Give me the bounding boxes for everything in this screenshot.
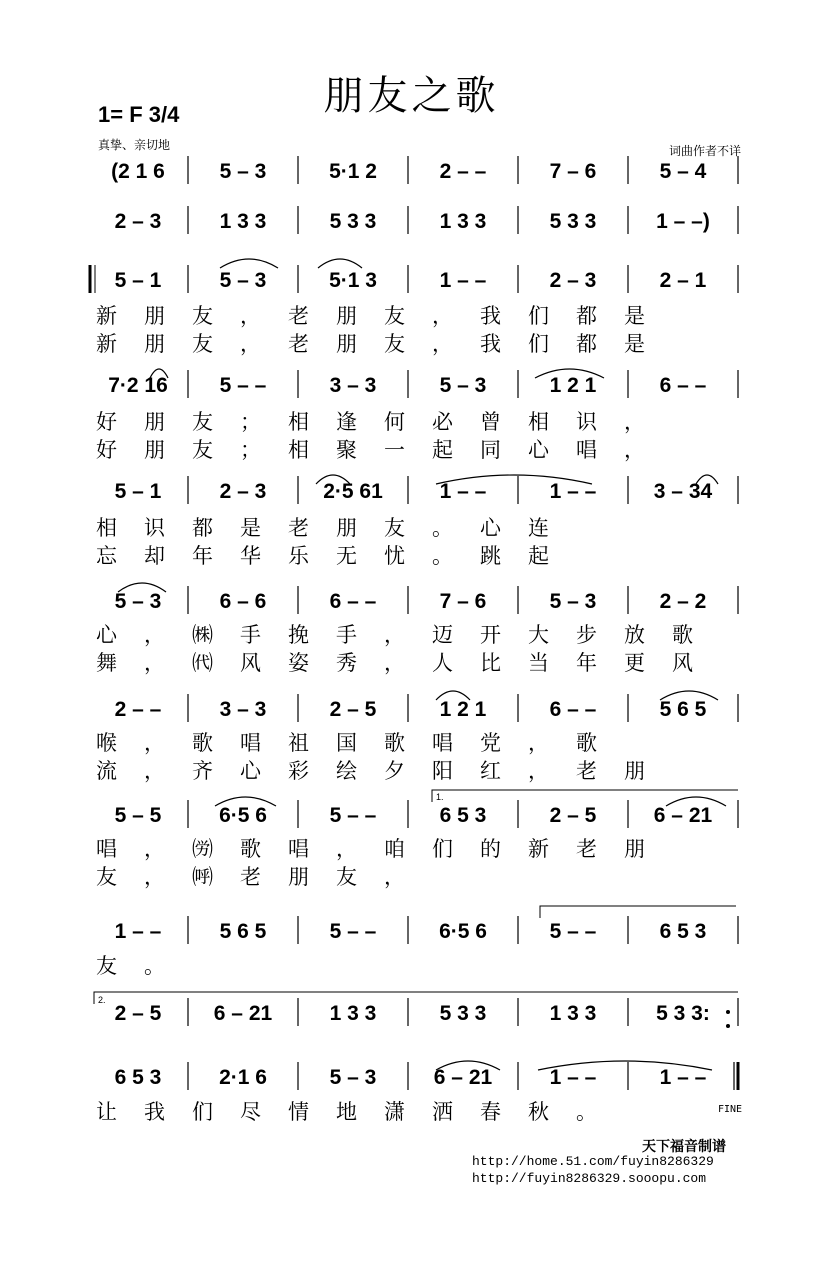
measure-notation: 5 – 3 (329, 1066, 377, 1089)
measure-notation: 5 – 1 (114, 480, 162, 503)
lyric-line: 相识都是老朋友。心连 (96, 516, 576, 540)
measure-notation: 5 3 3: (656, 1002, 710, 1025)
measure-notation: 1 – – (659, 1066, 707, 1089)
measure-notation: 5 – 4 (659, 160, 707, 183)
measure-notation: 5 – 3 (549, 590, 597, 613)
measure-notation: 5 – 3 (219, 269, 267, 292)
measure-notation: 3 – 3 (219, 698, 267, 721)
measure-notation: 6·5 6 (439, 920, 487, 943)
measure-notation: 5 3 3 (439, 1002, 487, 1025)
measure-notation: 3 – 3 (329, 374, 377, 397)
measure-notation: 5 – 5 (114, 804, 162, 827)
repeat-dot (726, 1024, 730, 1028)
lyric-line: 忘却年华乐无忧。跳起 (96, 544, 576, 568)
volta-1-bracket (432, 790, 738, 802)
measure-notation: 2 – 5 (549, 804, 597, 827)
measure-notation: 1 – –) (656, 210, 710, 233)
measure-notation: 5 – 1 (114, 269, 162, 292)
measure-notation: 2 – 3 (549, 269, 597, 292)
measure-notation: 5·1 2 (329, 160, 377, 183)
measure-notation: 1 – – (114, 920, 162, 943)
fine-marking: FINE (718, 1104, 743, 1115)
measure-notation: 5 3 3 (549, 210, 597, 233)
measure-notation: 5 – – (329, 804, 377, 827)
measure-notation: 2 – 3 (219, 480, 267, 503)
measure-notation: 5 3 3 (329, 210, 377, 233)
measure-notation: 6 – 21 (653, 804, 713, 827)
measure-notation: 2 – – (114, 698, 162, 721)
score-system (115, 206, 738, 234)
measure-notation: 6 – 21 (433, 1066, 493, 1089)
volta-2-bracket (94, 992, 738, 1004)
repeat-dot (726, 1010, 730, 1014)
lyric-line: 流，齐心彩绘夕阳红，老朋 (96, 759, 672, 783)
measure-notation: 5 6 5 (659, 698, 707, 721)
lyric-line: 好朋友；相逢何必曾相识， (96, 410, 672, 434)
volta-1-extension (540, 906, 736, 918)
measure-notation: 5·1 3 (329, 269, 377, 292)
lyric-line: 好朋友；相聚一起同心唱， (96, 438, 672, 462)
measure-notation: 7 – 6 (549, 160, 597, 183)
measure-notation: 2 – 3 (114, 210, 162, 233)
measure-notation: 3 – 34 (653, 480, 713, 503)
measure-notation: 6 – – (549, 698, 597, 721)
slur-arc (220, 259, 278, 268)
lyric-line: 新朋友，老朋友，我们都是 (96, 304, 672, 328)
measure-notation: 6 5 3 (114, 1066, 162, 1089)
measure-notation: 2 – 2 (659, 590, 707, 613)
key-signature: 1= F 3/4 (98, 102, 180, 127)
lyric-line: 友。 (96, 954, 192, 978)
measure-notation: 1 3 3 (439, 210, 487, 233)
measure-notation: 5 – 3 (439, 374, 487, 397)
score-system (115, 800, 738, 828)
measure-notation: 1 3 3 (329, 1002, 377, 1025)
measure-notation: (2 1 6 (111, 160, 165, 183)
score-system (115, 694, 738, 722)
measure-notation: 6 – – (329, 590, 377, 613)
publisher-url-2: http://fuyin8286329.sooopu.com (472, 1171, 707, 1186)
publisher-credit: 天下福音制谱 (642, 1139, 726, 1155)
measure-notation: 6 – 21 (213, 1002, 273, 1025)
measure-notation: 6 5 3 (439, 804, 487, 827)
measure-notation: 7 – 6 (439, 590, 487, 613)
publisher-url-1: http://home.51.com/fuyin8286329 (472, 1154, 714, 1169)
measure-notation: 1 3 3 (549, 1002, 597, 1025)
measure-notation: 1 3 3 (219, 210, 267, 233)
measure-notation: 5 – – (549, 920, 597, 943)
measure-notation: 2·5 61 (323, 480, 383, 503)
score-system (108, 370, 738, 398)
measure-notation: 6 – – (659, 374, 707, 397)
measure-notation: 1 2 1 (439, 698, 487, 721)
measure-notation: 2 – 5 (329, 698, 377, 721)
measure-notation: 1 – – (439, 269, 487, 292)
measure-notation: 1 – – (549, 1066, 597, 1089)
score-system (115, 586, 738, 614)
slur-arc (318, 259, 362, 268)
lyric-line: 唱，㈸歌唱，咱们的新老朋 (96, 837, 672, 861)
lyric-line: 新朋友，老朋友，我们都是 (96, 332, 672, 356)
score-system (115, 916, 738, 944)
measure-notation: 1 – – (549, 480, 597, 503)
measure-notation: 6 5 3 (659, 920, 707, 943)
lyric-line: 友，㈺老朋友， (96, 865, 432, 889)
lyric-line: 喉，歌唱祖国歌唱党，歌 (96, 731, 624, 755)
measure-notation: 7·2 16 (108, 374, 168, 397)
measure-notation: 1 2 1 (549, 374, 597, 397)
measure-notation: 2 – 1 (659, 269, 707, 292)
lyric-line: 让我们尽情地潇洒春秋。 (96, 1100, 624, 1124)
measure-notation: 1 – – (439, 480, 487, 503)
tempo-marking: 真挚、亲切地 (98, 138, 171, 152)
volta-1-label: 1. (436, 792, 444, 802)
lyric-line: 心，㈱手挽手，迈开大步放歌 (96, 623, 720, 647)
measure-notation: 5 6 5 (219, 920, 267, 943)
measure-notation: 5 – 3 (219, 160, 267, 183)
measure-notation: 5 – 3 (114, 590, 162, 613)
measure-notation: 5 – – (329, 920, 377, 943)
measure-notation: 2·1 6 (219, 1066, 267, 1089)
measure-notation: 2 – 5 (114, 1002, 162, 1025)
score-system (115, 998, 738, 1026)
volta-2-label: 2. (98, 995, 106, 1005)
score-system (111, 156, 738, 184)
score-system (115, 476, 738, 504)
score-system (90, 265, 738, 293)
measure-notation: 6·5 6 (219, 804, 267, 827)
song-title: 朋友之歌 (323, 73, 500, 119)
measure-notation: 2 – – (439, 160, 487, 183)
lyric-line: 舞，㈹风姿秀，人比当年更风 (96, 651, 720, 675)
measure-notation: 5 – – (219, 374, 267, 397)
score-system (115, 1062, 738, 1090)
measure-notation: 6 – 6 (219, 590, 267, 613)
composer-credit: 词曲作者不详 (668, 144, 741, 158)
